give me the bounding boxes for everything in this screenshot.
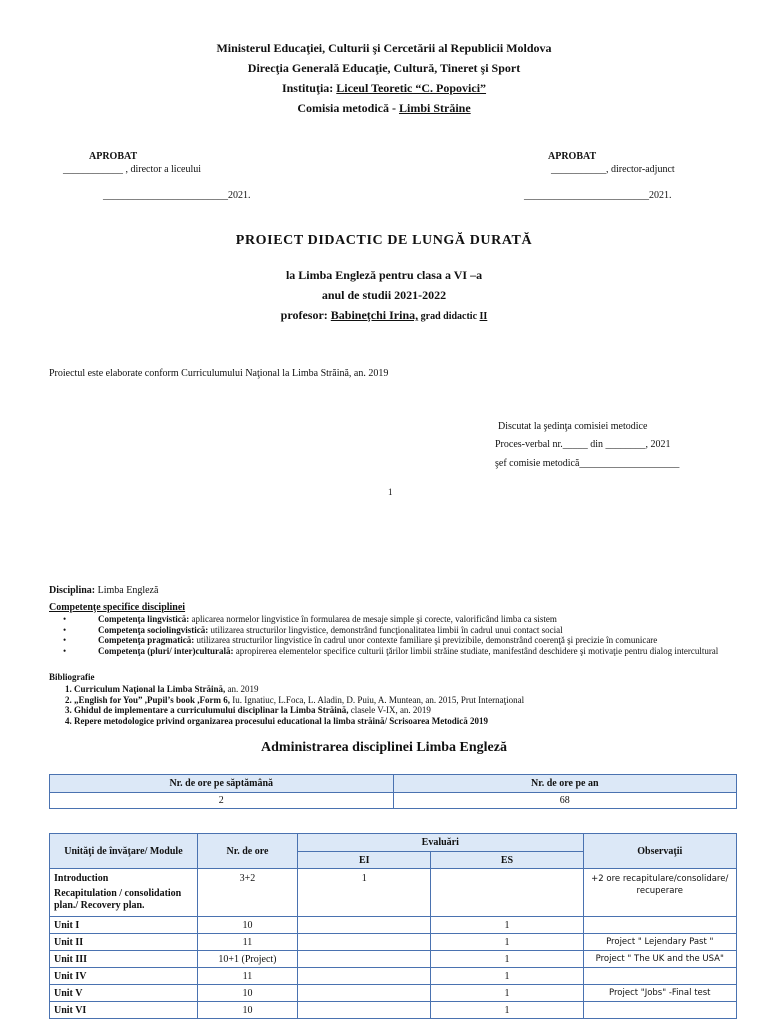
ministry-line: Ministerul Educaţiei, Culturii şi Cercetării al Republicii Moldova	[216, 41, 552, 55]
es-cell: 1	[431, 951, 583, 968]
bibliography-item	[49, 716, 739, 727]
bibliography-item	[49, 705, 739, 716]
unit-cell: Unit IV	[50, 968, 198, 985]
teacher-label: profesor:	[280, 308, 331, 322]
unit-name: Introduction	[54, 873, 109, 884]
grade-label: grad didactic	[418, 311, 480, 322]
table-row	[50, 869, 737, 917]
units-header-evaluations: Evaluări	[298, 834, 583, 852]
institution-line	[0, 78, 768, 98]
intro-text: Proiectul este elaborate conform Curriculumului Naţional la Limba Străină, an. 2019	[49, 368, 389, 379]
hours-year-value: 68	[393, 793, 737, 809]
competence-item	[49, 646, 733, 657]
notes-cell: Project " The UK and the USA"	[583, 951, 736, 968]
notes-cell: Project " Lejendary Past "	[583, 934, 736, 951]
institution-name: Liceul Teoretic “C. Popovici”	[336, 81, 487, 95]
hours-cell: 10	[197, 1002, 297, 1019]
es-cell: 1	[431, 934, 583, 951]
bibliography-details: clasele V-IX, an. 2019	[348, 705, 431, 715]
approval-right-title: APROBAT	[548, 151, 597, 162]
es-cell: 1	[431, 917, 583, 934]
project-title: PROIECT DIDACTIC DE LUNGĂ DURATĂ	[235, 233, 533, 248]
units-table	[49, 833, 737, 1019]
competence-item	[49, 614, 733, 625]
table-row	[50, 917, 737, 934]
page-number: 1	[388, 487, 393, 497]
commission-name: Limbi Străine	[398, 101, 471, 115]
competence-name: Competenţa (pluri/ inter)culturală:	[98, 645, 234, 656]
competence-text: apropirerea elementelor specifice culturii ţărilor limbii străine studiate, manifestând deschidere şi motivaţie pentru dialog intercultural	[233, 645, 719, 656]
bibliography-list	[49, 684, 739, 726]
bibliography-source: 3. Ghidul de implementare a curriculumului disciplinar la Limba Străină,	[65, 705, 349, 715]
table-row	[50, 934, 737, 951]
discipline-line	[49, 584, 158, 597]
hours-cell: 10+1 (Project)	[197, 951, 297, 968]
hours-week-value: 2	[50, 793, 394, 809]
approval-right-date: _________________________2021.	[524, 190, 672, 201]
commission-line	[0, 98, 768, 118]
competences-title: Competenţe specifice disciplinei	[49, 602, 186, 613]
hours-cell: 11	[197, 968, 297, 985]
competence-name: Competenţa pragmatică:	[98, 635, 195, 645]
competence-name: Competenţa lingvistică:	[98, 614, 190, 624]
admin-title: Administrarea disciplinei Limba Engleză	[261, 740, 507, 755]
ei-cell	[298, 985, 431, 1002]
units-header-ei: EI	[298, 852, 431, 869]
hours-table	[49, 774, 737, 809]
project-teacher-line	[0, 305, 768, 327]
units-header-unit: Unităţi de învăţare/ Module	[50, 834, 198, 869]
institution-label: Instituţia:	[281, 81, 337, 95]
es-cell: 1	[431, 1002, 583, 1019]
discipline-label: Disciplina:	[49, 585, 96, 596]
ei-cell	[298, 917, 431, 934]
bibliography-details: Iu. Ignatiuc, L.Foca, L. Aladin, D. Puiu, A. Muntean, an. 2015, Prut Internaţional	[229, 694, 525, 705]
project-subtitle-class: la Limba Engleză pentru clasa a VI –a	[285, 268, 483, 282]
ei-cell	[298, 968, 431, 985]
hours-cell: 10	[197, 917, 297, 934]
discussion-line-1: Discutat la şedinţa comisiei metodice	[498, 421, 648, 432]
table-row	[50, 968, 737, 985]
approval-left-date: _________________________2021.	[103, 190, 251, 201]
notes-cell: +2 ore recapitulare/consolidare/ recuperare	[583, 869, 736, 917]
unit-subtitle: Recapitulation / consolidation plan./ Recovery plan.	[54, 888, 182, 911]
competence-name: Competenţa sociolingvistică:	[98, 624, 209, 635]
ei-cell: 1	[298, 869, 431, 917]
competence-text: utilizarea structurilor lingvistice în cadrul unor contexte familiare şi previzibile, demonstrând coerenţă şi precizie în comunicare	[194, 635, 658, 645]
competences-list	[49, 614, 733, 656]
discussion-line-2: Proces-verbal nr._____ din ________, 2021	[495, 439, 671, 450]
hours-cell: 11	[197, 934, 297, 951]
unit-cell	[50, 869, 198, 917]
notes-cell	[583, 917, 736, 934]
competence-item	[49, 625, 733, 636]
unit-cell: Unit V	[50, 985, 198, 1002]
es-cell: 1	[431, 985, 583, 1002]
units-header-hours: Nr. de ore	[197, 834, 297, 869]
es-cell: 1	[431, 968, 583, 985]
discipline-value: Limba Engleză	[95, 585, 159, 596]
hours-week-header: Nr. de ore pe săptămână	[50, 775, 394, 793]
project-subtitle-year: anul de studii 2021-2022	[321, 288, 447, 302]
notes-cell	[583, 968, 736, 985]
bibliography-title: Bibliografie	[49, 672, 95, 682]
ei-cell	[298, 1002, 431, 1019]
bibliography-item	[49, 684, 739, 695]
unit-cell: Unit II	[50, 934, 198, 951]
approval-left-line: ____________ , director a liceului	[63, 164, 202, 175]
units-header-es: ES	[431, 852, 583, 869]
ei-cell	[298, 951, 431, 968]
bibliography-source: 1. Curriculum Naţional la Limba Străină,	[65, 684, 226, 694]
es-cell	[431, 869, 583, 917]
unit-cell: Unit III	[50, 951, 198, 968]
commission-label: Comisia metodică -	[297, 101, 399, 115]
grade-value: II	[479, 311, 488, 322]
table-row	[50, 985, 737, 1002]
bibliography-source: 4. Repere metodologice privind organizarea procesului educational la limba străină/ Scrisoarea Metodică 2019	[65, 715, 489, 726]
unit-cell: Unit VI	[50, 1002, 198, 1019]
hours-cell: 10	[197, 985, 297, 1002]
competence-text: aplicarea normelor lingvistice în formularea de mesaje simple şi corecte, valorificând limba ca sistem	[189, 614, 557, 624]
unit-cell: Unit I	[50, 917, 198, 934]
bibliography-item	[49, 695, 739, 706]
competence-text: utilizarea structurilor lingvistice, demonstrând funcţionalitatea limbii în cadrul unui contact social	[208, 624, 563, 635]
directorate-line: Direcţia Generală Educaţie, Cultură, Tineret şi Sport	[247, 61, 521, 75]
hours-year-header: Nr. de ore pe an	[393, 775, 737, 793]
units-header-notes: Observaţii	[583, 834, 736, 869]
bibliography-source: 2. „English for You” ,Pupil’s book ,Form 6,	[65, 694, 230, 705]
approval-left-title: APROBAT	[89, 151, 138, 162]
competence-item	[49, 635, 733, 646]
hours-cell: 3+2	[197, 869, 297, 917]
table-row	[50, 951, 737, 968]
teacher-name: Babinețchi Irina,	[330, 308, 419, 322]
notes-cell	[583, 1002, 736, 1019]
bibliography-details: an. 2019	[225, 684, 259, 694]
notes-cell: Project "Jobs" -Final test	[583, 985, 736, 1002]
approval-right-line: ___________, director-adjunct	[551, 164, 675, 175]
table-row	[50, 1002, 737, 1019]
discussion-line-3: şef comisie metodică____________________	[495, 458, 680, 469]
ei-cell	[298, 934, 431, 951]
